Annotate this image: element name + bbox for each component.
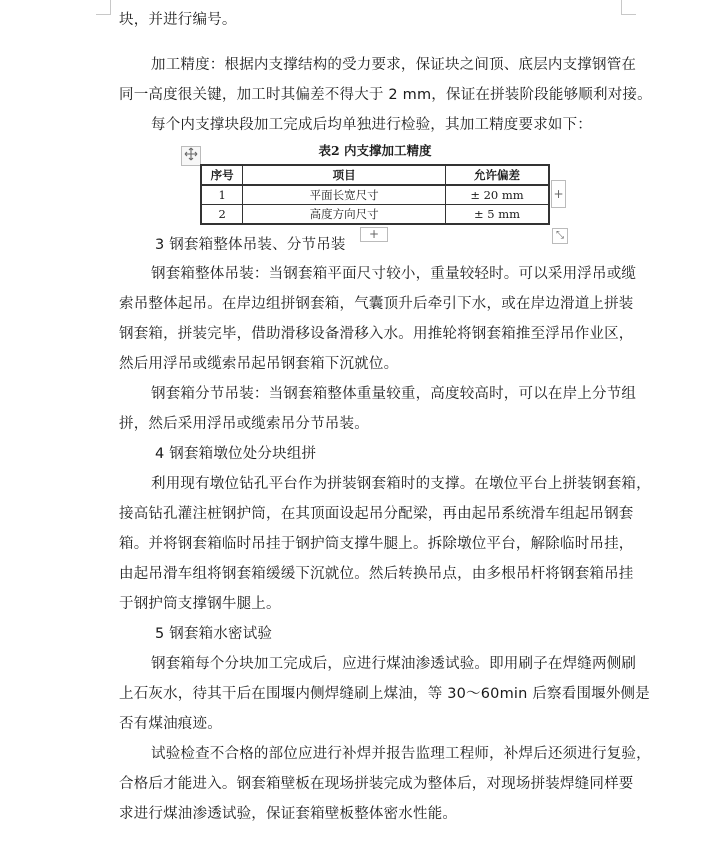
paragraph-line: 加工精度：根据内支撑结构的受力要求，保证块之间顶、底层内支撑钢管在 (151, 57, 637, 73)
paragraph-line: 每个内支撑块段加工完成后均单独进行检验，其加工精度要求如下： (151, 117, 592, 133)
add-column-button[interactable]: + (551, 180, 566, 208)
paragraph-line: 合格后才能进入。钢套箱壁板在现场拼装完成为整体后，对现场拼装焊缝同样要 (119, 776, 634, 792)
table-header-row (201, 165, 549, 185)
paragraph-line: 由起吊滑车组将钢套箱缓缓下沉就位。然后转换吊点，由多根吊杆将钢套箱吊挂 (119, 566, 634, 582)
table-cell[interactable]: ± 5 mm (446, 205, 549, 225)
paragraph-line: 求进行煤油渗透试验，保证套箱壁板整体密水性能。 (119, 806, 458, 822)
table-header-cell[interactable]: 项目 (243, 165, 446, 185)
table-cell[interactable]: 高度方向尺寸 (243, 205, 446, 225)
section-heading-5: 5 钢套箱水密试验 (155, 626, 273, 642)
paragraph-line: 试验检查不合格的部位应进行补焊并报告监理工程师，补焊后还须进行复验， (151, 746, 651, 762)
page-corner-mark-right (621, 0, 636, 15)
table-cell[interactable]: 1 (201, 185, 243, 205)
paragraph-line: 钢套箱整体吊装：当钢套箱平面尺寸较小，重量较轻时。可以采用浮吊或缆 (151, 266, 637, 282)
table-move-handle-icon[interactable] (181, 146, 201, 166)
add-row-button[interactable]: + (360, 227, 388, 242)
table-resize-handle-icon[interactable]: ⤡ (552, 228, 568, 244)
paragraph-line: 钢套箱每个分块加工完成后，应进行煤油渗透试验。即用刷子在焊缝两侧刷 (151, 656, 637, 672)
section-heading-3: 3 钢套箱整体吊装、分节吊装 (155, 237, 346, 253)
paragraph-line: 钢套箱分节吊装：当钢套箱整体重量较重，高度较高时，可以在岸上分节组 (151, 386, 637, 402)
table-header-cell[interactable]: 序号 (201, 165, 243, 185)
paragraph-line: 否有煤油痕迹。 (119, 716, 222, 732)
page-corner-mark-left (96, 0, 111, 15)
section-heading-4: 4 钢套箱墩位处分块组拼 (155, 446, 317, 462)
table-cell[interactable]: 2 (201, 205, 243, 225)
paragraph-line: 拼，然后采用浮吊或缆索吊分节吊装。 (119, 416, 369, 432)
paragraph-line: 于钢护筒支撑钢牛腿上。 (119, 596, 281, 612)
table-cell[interactable]: ± 20 mm (446, 185, 549, 205)
paragraph-line: 块，并进行编号。 (119, 12, 237, 28)
move-icon (184, 147, 198, 161)
table-header-cell[interactable]: 允许偏差 (446, 165, 549, 185)
paragraph-line: 利用现有墩位钻孔平台作为拼装钢套箱时的支撑。在墩位平台上拼装钢套箱， (151, 476, 651, 492)
table-caption: 表2 内支撑加工精度 (318, 143, 432, 158)
paragraph-line: 上石灰水，待其干后在围堰内侧焊缝刷上煤油，等 30～60min 后察看围堰外侧是 (119, 686, 650, 702)
paragraph-line: 同一高度很关键，加工时其偏差不得大于 2 mm，保证在拼装阶段能够顺利对接。 (119, 87, 652, 103)
paragraph-line: 索吊整体起吊。在岸边组拼钢套箱，气囊顶升后牵引下水，或在岸边滑道上拼装 (119, 296, 634, 312)
paragraph-line: 箱。并将钢套箱临时吊挂于钢护筒支撑牛腿上。拆除墩位平台，解除临时吊挂， (119, 536, 634, 552)
paragraph-line: 然后用浮吊或缆索吊起吊钢套箱下沉就位。 (119, 356, 399, 372)
paragraph-line: 接高钻孔灌注桩钢护筒，在其顶面设起吊分配梁，再由起吊系统滑车组起吊钢套 (119, 506, 634, 522)
precision-table[interactable] (200, 164, 550, 225)
table-row (201, 205, 549, 225)
paragraph-line: 钢套箱，拼装完毕，借助滑移设备滑移入水。用推轮将钢套箱推至浮吊作业区， (119, 326, 634, 342)
table-cell[interactable]: 平面长宽尺寸 (243, 185, 446, 205)
table-row (201, 185, 549, 205)
